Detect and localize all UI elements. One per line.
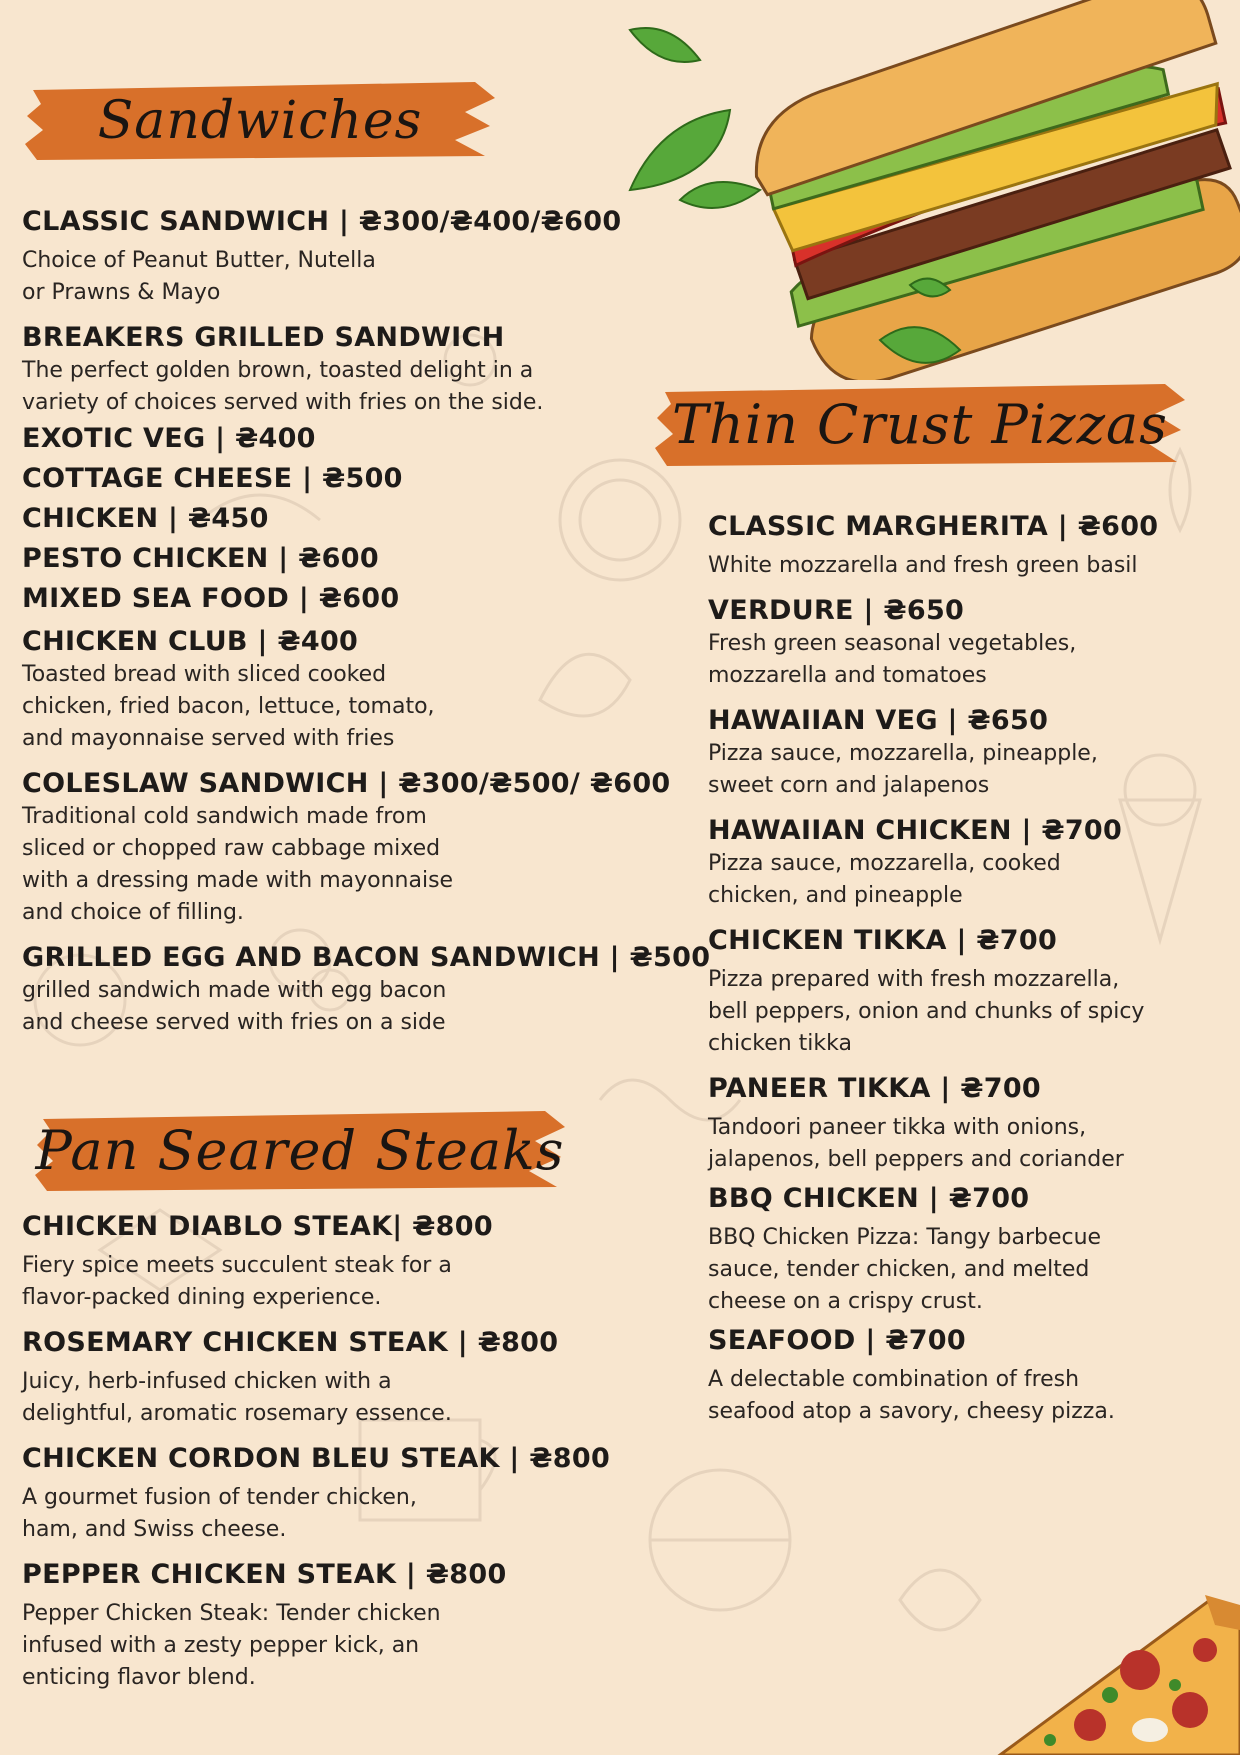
item-desc: seafood atop a savory, cheesy pizza. [708,1399,1115,1424]
menu-item [708,814,1228,912]
item-desc: or Prawns & Mayo [22,280,221,305]
item-title: BREAKERS GRILLED SANDWICH [22,322,505,353]
menu-item [708,1324,1228,1428]
menu-item [22,1558,622,1694]
item-desc: bell peppers, onion and chunks of spicy [708,999,1145,1024]
menu-item [22,321,662,419]
item-desc: Pizza sauce, mozzarella, pineapple, [708,741,1098,766]
item-title: HAWAIIAN CHICKEN | ₴700 [708,815,1123,846]
item-desc: Traditional cold sandwich made from [22,804,427,829]
item-title: EXOTIC VEG | ₴400 [22,423,316,454]
item-title: PEPPER CHICKEN STEAK | ₴800 [22,1559,507,1590]
menu-item [708,924,1228,1060]
item-title: CLASSIC MARGHERITA | ₴600 [708,511,1159,542]
menu-item [22,205,662,309]
item-desc: flavor-packed dining experience. [22,1285,382,1310]
item-title: HAWAIIAN VEG | ₴650 [708,705,1049,736]
menu-item [22,1210,622,1314]
item-desc: chicken tikka [708,1031,852,1056]
item-desc: Pepper Chicken Steak: Tender chicken [22,1601,441,1626]
menu-item [708,1072,1228,1176]
item-title: COLESLAW SANDWICH | ₴300/₴500/ ₴600 [22,768,671,799]
item-desc: grilled sandwich made with egg bacon [22,978,447,1003]
item-title: COTTAGE CHEESE | ₴500 [22,463,403,494]
item-desc: jalapenos, bell peppers and coriander [708,1147,1124,1172]
item-desc: Juicy, herb-infused chicken with a [22,1369,392,1394]
item-title: CLASSIC SANDWICH | ₴300/₴400/₴600 [22,206,622,237]
item-desc: with a dressing made with mayonnaise [22,868,454,893]
item-title: ROSEMARY CHICKEN STEAK | ₴800 [22,1327,559,1358]
steaks-heading-banner [35,1105,565,1195]
item-title: SEAFOOD | ₴700 [708,1325,966,1356]
item-desc: mozzarella and tomatoes [708,663,987,688]
item-desc: BBQ Chicken Pizza: Tangy barbecue [708,1225,1102,1250]
item-title: PESTO CHICKEN | ₴600 [22,543,379,574]
item-title: PANEER TIKKA | ₴700 [708,1073,1042,1104]
sandwiches-heading: Sandwiches [97,90,423,151]
sandwiches-list [22,205,711,1039]
sandwiches-heading-banner [25,78,495,163]
item-desc: Pizza sauce, mozzarella, cooked [708,851,1061,876]
steaks-heading: Pan Seared Steaks [35,1118,565,1182]
item-desc: chicken, and pineapple [708,883,963,908]
menu-item [708,594,1228,692]
menu-item [22,941,711,1039]
menu-item [22,767,671,929]
item-desc: ham, and Swiss cheese. [22,1517,287,1542]
menu-item [708,704,1228,802]
item-desc: The perfect golden brown, toasted delight in a [22,358,534,383]
item-title: CHICKEN TIKKA | ₴700 [708,925,1058,956]
item-title: BBQ CHICKEN | ₴700 [708,1183,1030,1214]
item-title: CHICKEN DIABLO STEAK| ₴800 [22,1211,493,1242]
item-desc: sweet corn and jalapenos [708,773,990,798]
item-desc: Choice of Peanut Butter, Nutella [22,248,376,273]
pizzas-list [708,510,1228,1428]
item-desc: sauce, tender chicken, and melted [708,1257,1090,1282]
item-desc: Fiery spice meets succulent steak for a [22,1253,452,1278]
item-desc: and choice of filling. [22,900,244,925]
item-desc: sliced or chopped raw cabbage mixed [22,836,441,861]
pizza-illustration [990,1590,1240,1755]
item-desc: enticing flavor blend. [22,1665,256,1690]
menu-item [708,1182,1228,1318]
item-desc: and cheese served with fries on a side [22,1010,446,1035]
item-title: CHICKEN | ₴450 [22,503,269,534]
menu-item [22,625,662,755]
item-desc: A gourmet fusion of tender chicken, [22,1485,417,1510]
item-desc: A delectable combination of fresh [708,1367,1080,1392]
item-desc: variety of choices served with fries on the side. [22,390,544,415]
menu-item [22,1326,622,1430]
item-desc: cheese on a crispy crust. [708,1289,983,1314]
pizzas-heading-banner [655,378,1185,470]
item-desc: White mozzarella and fresh green basil [708,553,1138,578]
item-desc: Toasted bread with sliced cooked [22,662,387,687]
item-title: VERDURE | ₴650 [708,595,965,626]
item-desc: Pizza prepared with fresh mozzarella, [708,967,1120,992]
item-title: CHICKEN CLUB | ₴400 [22,626,359,657]
pizzas-heading: Thin Crust Pizzas [672,392,1168,456]
item-desc: Fresh green seasonal vegetables, [708,631,1077,656]
item-desc: chicken, fried bacon, lettuce, tomato, [22,694,435,719]
item-desc: and mayonnaise served with fries [22,726,395,751]
item-title: GRILLED EGG AND BACON SANDWICH | ₴500 [22,942,711,973]
item-desc: infused with a zesty pepper kick, an [22,1633,420,1658]
steaks-list [22,1210,622,1694]
menu-item [22,1442,622,1546]
item-desc: delightful, aromatic rosemary essence. [22,1401,452,1426]
sandwich-illustration [620,0,1240,380]
menu-item [708,510,1228,582]
item-title: MIXED SEA FOOD | ₴600 [22,583,400,614]
item-title: CHICKEN CORDON BLEU STEAK | ₴800 [22,1443,611,1474]
item-desc: Tandoori paneer tikka with onions, [708,1115,1087,1140]
